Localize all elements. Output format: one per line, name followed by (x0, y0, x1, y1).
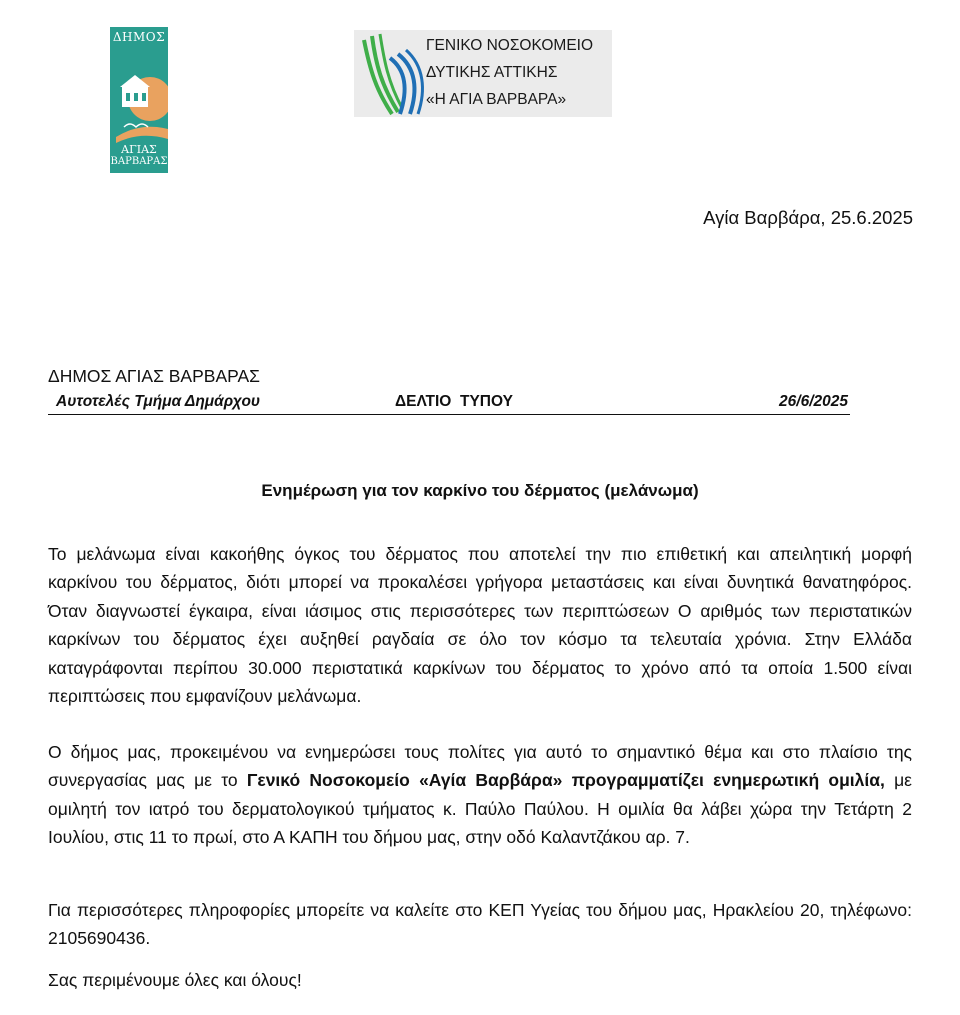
hospital-logo (354, 30, 612, 117)
press-release-label: ΔΕΛΤΙΟ ΤΥΠΟΥ (395, 393, 513, 410)
paragraph-closing: Σας περιμένουμε όλες και όλους! (48, 970, 302, 990)
municipality-logo-text-2: ΒΑΡΒΑΡΑΣ (110, 156, 168, 167)
organization-name: ΔΗΜΟΣ ΑΓΙΑΣ ΒΑΡΒΑΡΑΣ (48, 366, 260, 386)
paragraph-contact-info: Για περισσότερες πληροφορίες μπορείτε να καλείτε στο ΚΕΠ Υγείας του δήμου μας, Ηρακλείου 20, τηλέφωνο: 2105690436. (48, 900, 912, 949)
hospital-leaf-icon (356, 30, 426, 117)
paragraph-event-hospital-bold: Γενικό Νοσοκομείο «Αγία Βαρβάρα» προγραμματίζει ενημερωτική ομιλία, (246, 770, 885, 791)
paragraph-melanoma-info: Το μελάνωμα είναι κακοήθης όγκος του δέρματος που αποτελεί την πιο επιθετική και απειλητική μορφή καρκίνου του δέρματος, διότι μπορεί να προκαλέσει γρήγορα μεταστάσεις και είναι δυνητικά θανατηφόρος. Όταν διαγνωστεί έγκαιρα, είναι ιάσιμος στις περισσότερες των περιπτώσεων Ο αριθμός των περιστατικών καρκίνων του δέρματος έχει αυξηθεί ραγδαία σε όλο τον κόσμο τα τελευταία χρόνια. Στην Ελλάδα καταγράφονται περίπου 30.000 περιστατικά καρκίνων του δέρματος το χρόνο από τα οποία 1.500 είναι περιπτώσεις που εμφανίζουν μελάνωμα. (48, 544, 912, 707)
municipality-logo-text-1: ΑΓΙΑΣ (121, 143, 157, 156)
paragraph-event-text-start: Ο δήμος μας, προκειμένου να ενημερώσει τους πολίτες για αυτό το σημαντικό θέμα και στο πλαίσιο της συνεργασίας μας με το (48, 742, 912, 791)
municipality-logo-top-text: ΔΗΜΟΣ (112, 30, 166, 44)
document-date: Αγία Βαρβάρα, 25.6.2025 (703, 207, 913, 228)
paragraph-event-text-end: με ομιλητή τον ιατρό του δερματολογικού τμήματος κ. Παύλο Παύλου. Η ομιλία θα λάβει χώρα την Τετάρτη 2 Ιουλίου, στις 11 το πρωί, στο Α ΚΑΠΗ του δήμου μας, στην οδό Καλαντζάκου αρ. 7. (48, 770, 912, 848)
press-release-date: 26/6/2025 (779, 393, 848, 410)
press-release-header (48, 393, 850, 415)
municipality-logo (110, 27, 168, 173)
hospital-name-line3: «Η ΑΓΙΑ ΒΑΡΒΑΡΑ» (426, 91, 567, 108)
hospital-name-line2: ΔΥΤΙΚΗΣ ΑΤΤΙΚΗΣ (426, 64, 558, 81)
department-label: Αυτοτελές Τμήμα Δημάρχου (56, 393, 261, 410)
paragraph-event-announcement (48, 738, 912, 852)
hospital-name-line1: ΓΕΝΙΚΟ ΝΟΣΟΚΟΜΕΙΟ (426, 37, 594, 54)
document-title: Ενημέρωση για τον καρκίνο του δέρματος (μελάνωμα) (261, 481, 699, 500)
